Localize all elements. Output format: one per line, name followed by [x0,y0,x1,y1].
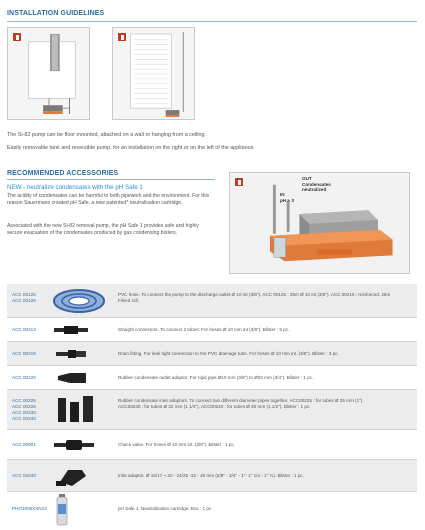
ph-safe-paragraph-1: The acidity of condensates can be harmful to both pipework and the environment. For this reason Sauermann created pH Safe, a new patented* neutralisation cartridge. [7,193,210,206]
table-row [7,430,417,460]
installation-heading: INSTALLATION GUIDELINES [7,10,105,17]
part-description: Drain fitting. For leak tight connection to the PVC drainage tube. For hoses Ø 10 mm int. (3/8"). Blister : 3 pc. [118,351,339,356]
table-row [7,366,417,390]
ph-safe-cartridge-image [52,494,120,528]
callout-icon [12,32,22,42]
hose-roll-image [52,288,120,314]
part-description: Rubber condensate inlet adaptors. To connect two different diameter pipes together. ACC00225 : for tubes Ø 25 mm (1"). ACC00230 : for tubes Ø 32 mm (1 1/4"), ACC00240 : for tubes Ø 40 mm (1 1/2"). Blister : 1 pc. [118,398,364,409]
in-label: IN pH > 3 [280,192,294,203]
part-number: PHO1005XXN23 [12,506,47,511]
table-row [7,284,417,318]
part-number: ACC 00125 ACC 00126 [12,292,36,303]
table-row [7,492,417,530]
callout-icon [234,177,244,187]
accessories-heading: RECOMMENDED ACCESSORIES [7,170,119,177]
inlet-adaptors-image [52,394,120,426]
part-description: Inlet adaptor. Ø 15/17 ~ 20 - 24/25 -32 - 40 mm (5/8" - 3/4" - 1"- 1" 1/4 - 1" ½). Blister : 1 pc. [118,473,304,478]
part-description: Rubber condensate outlet adaptor. For rigid pipe Ø10 mm (3/8") to Ø20 mm (3/4"). Blister : 1 pc. [118,375,314,380]
install-image-boiler [7,27,90,120]
inlet-adaptor-image [52,466,120,488]
table-row [7,460,417,492]
outlet-adaptor-image [52,371,120,385]
part-description: Check valve. For hoses Ø 10 mm int. (3/8"). Blister : 1 pc. [118,442,236,447]
install-text-line-2: Easily removable tank and reversible pump, for an installation on the right or on the left of the appliance. [7,145,255,151]
ph-safe-paragraph-2: Associated with the new Si-82 removal pump, the pH Safe 1 provides safe and highly secure evacuation of the condensates produced by gas condensing boilers. [7,223,199,236]
part-description: pH Safe 1. Neutralization cartridge. Box : 1 pc. [118,506,213,511]
table-row [7,390,417,430]
pump-figure [229,172,410,274]
part-number: ACC 00215 [12,351,36,356]
part-number: ACC 00220 [12,375,36,380]
section-rule [7,21,417,22]
part-description: PVC hose. To connect the pump to the discharge outlet Ø 10 int (3/8"). ACC 00125 : 25m Ø 10 int (3/8"), ACC 00216 : reinforced, 25m Filsed roll. [118,292,391,303]
install-text-line-1: The Si-82 pump can be floor mounted, attached on a wall or hanging from a ceiling. [7,132,206,138]
part-number: ACC 00801 [12,442,36,447]
install-image-radiator [112,27,195,120]
check-valve-image [52,439,120,451]
ph-safe-title: NEW - neutralize condensates with the pH Safe 1 [7,184,143,191]
section-rule [7,179,215,180]
callout-icon [117,32,127,42]
table-row [7,318,417,342]
part-number: ACC 00225 ACC 00226 ACC 00230 ACC 00240 [12,398,36,421]
table-row [7,342,417,366]
out-label: OUT Condensates neutralized [302,176,331,193]
part-number: ACC 02040 [12,473,36,478]
drain-fitting-image [52,349,120,359]
part-number: ACC 00213 [12,327,36,332]
part-description: Straight connectors. To connect 2 tubes: For hoses Ø 10 mm int (3/8"). Blister : 5 pc. [118,327,290,332]
accessories-table [7,284,417,530]
straight-connector-image [52,325,120,335]
